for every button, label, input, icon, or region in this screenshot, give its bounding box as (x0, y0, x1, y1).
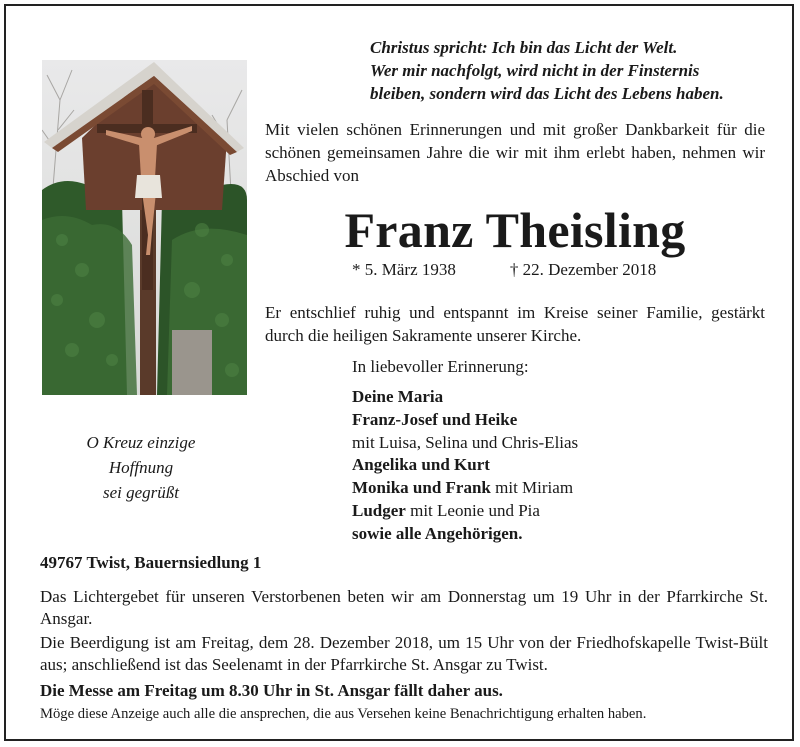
bible-quote (370, 36, 724, 105)
quote-line: Christus spricht: Ich bin das Licht der Welt. (370, 38, 678, 57)
mourner-line: mit Luisa, Selina und Chris-Elias (352, 432, 579, 452)
cross-verse-line: O Kreuz einzige (86, 433, 196, 452)
mourner-line: Franz-Josef und Heike (352, 409, 518, 429)
disclaimer-text: Möge diese Anzeige auch alle die ansprechen, die aus Versehen keine Benachrichtigung erhalten haben. (40, 706, 647, 722)
mourner-name: Ludger (352, 500, 406, 520)
birth-date: * 5. März 1938 (352, 260, 456, 279)
quote-line: Wer mir nachfolgt, wird nicht in der Finsternis (370, 61, 700, 80)
mourner-with: mit Leonie und Pia (405, 500, 540, 520)
mourner-line: Angelika und Kurt (352, 455, 490, 475)
deceased-name: Franz Theisling (344, 202, 686, 258)
intro-text: Mit vielen schönen Erinnerungen und mit großer Dankbarkeit für die schönen gemeinsamen Jahre die wir mit ihm erlebt haben, nehmen wir Abschied von (265, 120, 765, 185)
mourner-name: Monika und Frank (352, 478, 491, 498)
mourner-line (352, 500, 578, 523)
address: 49767 Twist, Bauernsiedlung 1 (40, 553, 262, 572)
mass-notice: Die Messe am Freitag um 8.30 Uhr in St. Ansgar fällt daher aus. (40, 681, 503, 700)
death-date: † 22. Dezember 2018 (509, 260, 657, 279)
funeral-notice: Die Beerdigung ist am Freitag, dem 28. Dezember 2018, um 15 Uhr von der Friedhofskapelle Twist-Bült aus; anschließend ist das Seelenamt in der Pfarrkirche St. Ansgar zu Twist. (40, 633, 768, 674)
passing-text: Er entschlief ruhig und entspannt im Kreise seiner Familie, gestärkt durch die heiligen Sakramente unserer Kirche. (265, 303, 765, 345)
memory-heading: In liebevoller Erinnerung: (352, 357, 529, 376)
cross-verse-line: Hoffnung (108, 458, 174, 477)
mourner-line (352, 477, 578, 500)
cross-verse (66, 430, 216, 505)
quote-line: bleiben, sondern wird das Licht des Lebens haben. (370, 84, 724, 103)
cross-verse-line: sei gegrüßt (102, 483, 180, 502)
prayer-notice: Das Lichtergebet für unseren Verstorbenen beten wir am Donnerstag um 19 Uhr in der Pfarrkirche St. Ansgar. (40, 587, 768, 628)
mourners-list (352, 386, 578, 546)
crucifix-photo (42, 60, 247, 395)
life-dates (352, 259, 656, 281)
mourner-line: sowie alle Angehörigen. (352, 523, 523, 543)
mourner-with: mit Miriam (490, 478, 574, 498)
mourner-line: Deine Maria (352, 387, 444, 406)
